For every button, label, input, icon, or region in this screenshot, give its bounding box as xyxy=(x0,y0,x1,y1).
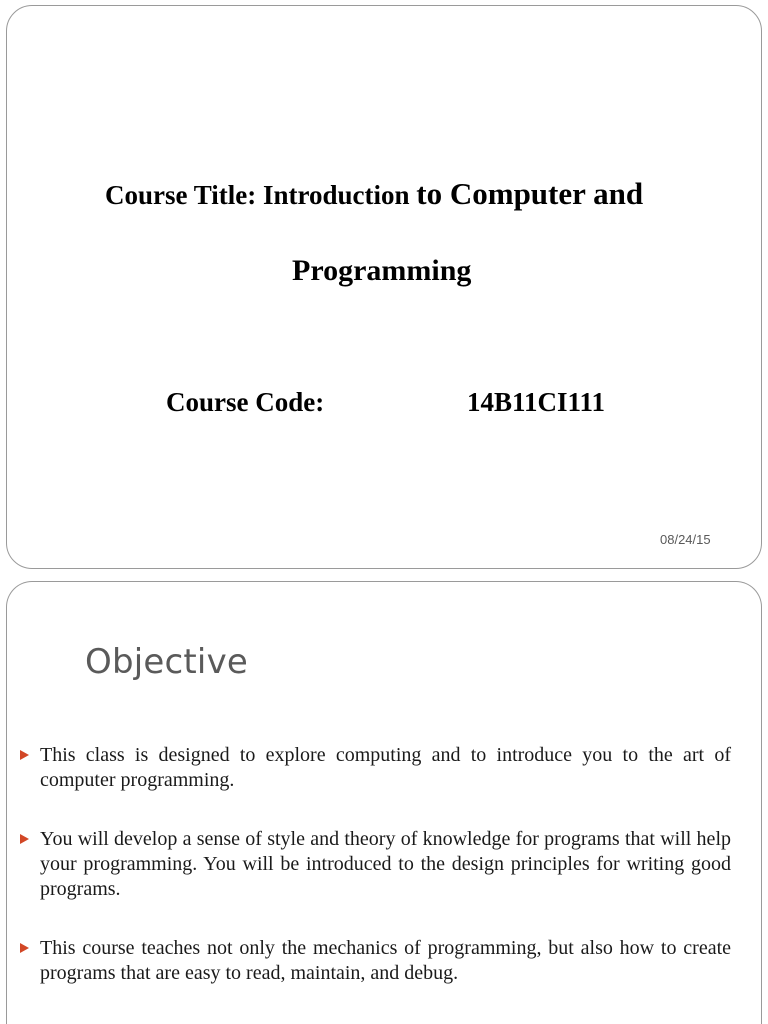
bullet-item xyxy=(19,743,731,793)
bullet-arrow-icon xyxy=(20,750,29,760)
course-code-label: Course Code: xyxy=(166,387,325,417)
bullet-arrow-icon xyxy=(20,834,29,844)
bullet-item xyxy=(19,827,731,902)
course-title-part-1: Course Title: Introduction xyxy=(105,180,417,210)
objective-bullet-list xyxy=(19,743,731,1020)
slide-date: 08/24/15 xyxy=(660,532,711,547)
course-title-part-2: to Computer and xyxy=(416,176,644,211)
bullet-text: This class is designed to explore computing and to introduce you to the art of computer programming. xyxy=(40,744,731,791)
course-title-line-2: Programming xyxy=(292,254,472,287)
bullet-item xyxy=(19,936,731,986)
slide-objective xyxy=(6,581,762,1024)
course-code-value: 14B11CI111 xyxy=(467,387,606,417)
course-title-line-1 xyxy=(105,176,643,212)
bullet-text: This course teaches not only the mechanics of programming, but also how to create programs that are easy to read, maintain, and debug. xyxy=(40,937,731,984)
bullet-text: You will develop a sense of style and theory of knowledge for programs that will help your programming. You will be introduced to the design principles for writing good programs. xyxy=(40,828,731,900)
bullet-arrow-icon xyxy=(20,943,29,953)
slide-heading: Objective xyxy=(85,642,249,682)
slide-title xyxy=(6,5,762,569)
